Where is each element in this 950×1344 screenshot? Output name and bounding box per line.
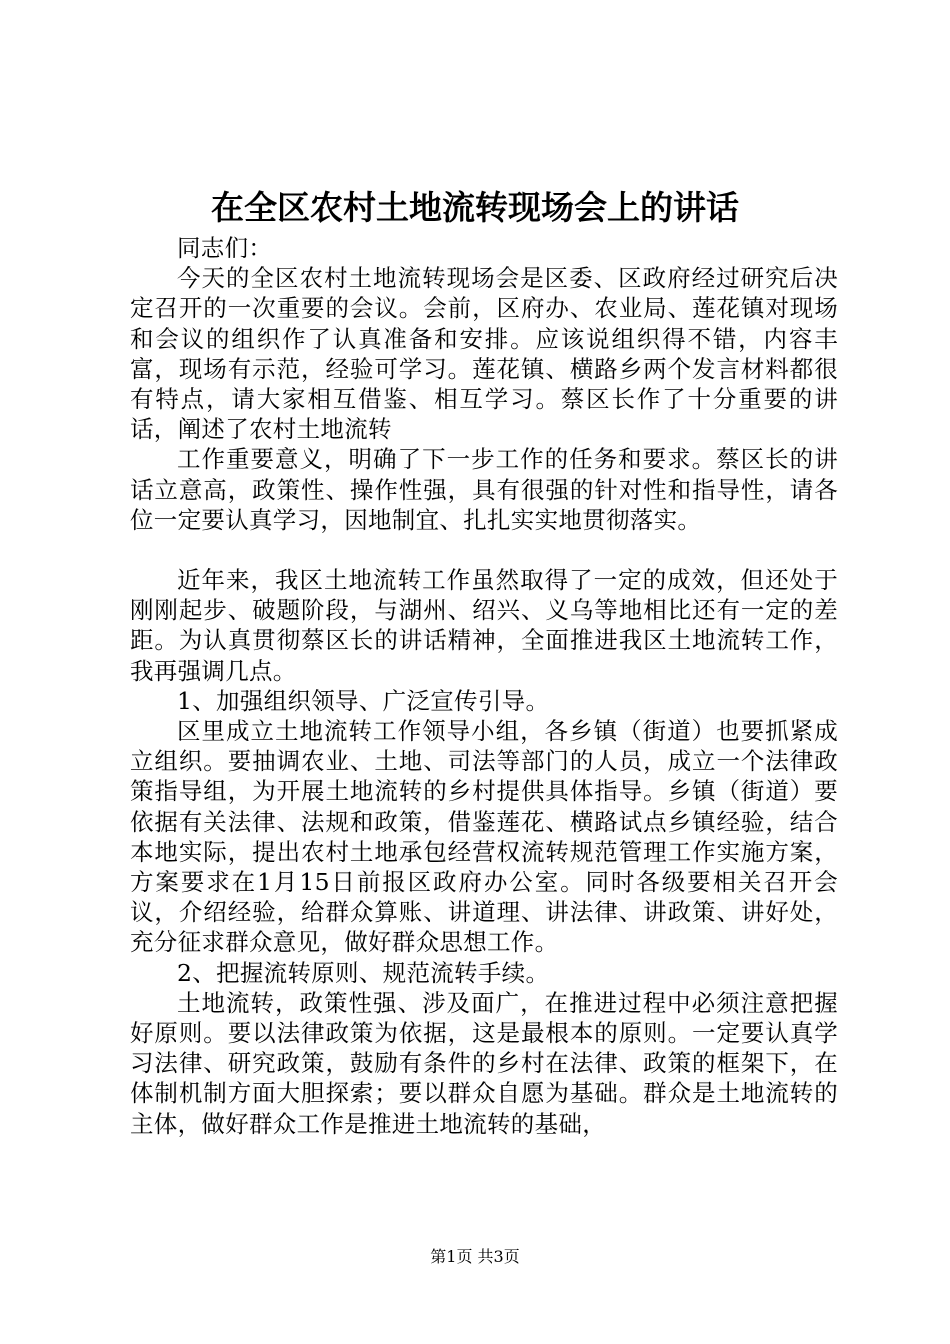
paragraph-4: 区里成立土地流转工作领导小组，各乡镇（街道）也要抓紧成立组织。要抽调农业、土地、司法等部门的人员，成立一个法律政策指导组，为开展土地流转的乡村提供具体指导。乡镇（街道）要依据有关法律、法规和政策，借鉴莲花、横路试点乡镇经验，结合本地实际，提出农村土地承包经营权流转规范管理工作实施方案，方案要求在1月15日前报区政府办公室。同时各级要相关召开会议，介绍经验，给群众算账、讲道理、讲法律、讲政策、讲好处，充分征求群众意见，做好群众思想工作。 — [130, 717, 838, 957]
document-title: 在全区农村土地流转现场会上的讲话 — [211, 188, 739, 227]
paragraph-2: 工作重要意义，明确了下一步工作的任务和要求。蔡区长的讲话立意高，政策性、操作性强，具有很强的针对性和指导性，请各位一定要认真学习，因地制宜、扎扎实实地贯彻落实。 — [130, 445, 838, 534]
document-body — [130, 233, 838, 1139]
paragraph-3: 近年来，我区土地流转工作虽然取得了一定的成效，但还处于刚刚起步、破题阶段，与湖州、绍兴、义乌等地相比还有一定的差距。为认真贯彻蔡区长的讲话精神，全面推进我区土地流转工作，我再强调几点。 — [130, 566, 838, 685]
section-heading-1: 1、加强组织领导、广泛宣传引导。 — [177, 686, 550, 715]
section-heading-2: 2、把握流转原则、规范流转手续。 — [177, 958, 550, 987]
paragraph-5: 土地流转，政策性强、涉及面广，在推进过程中必须注意把握好原则。要以法律政策为依据，这是最根本的原则。一定要认真学习法律、研究政策，鼓励有条件的乡村在法律、政策的框架下，在体制机制方面大胆探索；要以群众自愿为基础。群众是土地流转的主体，做好群众工作是推进土地流转的基础， — [130, 988, 838, 1138]
page-footer: 第1页 共3页 — [430, 1247, 520, 1266]
paragraph-1: 今天的全区农村土地流转现场会是区委、区政府经过研究后决定召开的一次重要的会议。会前，区府办、农业局、莲花镇对现场和会议的组织作了认真准备和安排。应该说组织得不错，内容丰富，现场有示范，经验可学习。莲花镇、横路乡两个发言材料都很有特点，请大家相互借鉴、相互学习。蔡区长作了十分重要的讲话，阐述了农村土地流转 — [130, 264, 838, 444]
paragraph-salutation: 同志们： — [177, 234, 273, 262]
